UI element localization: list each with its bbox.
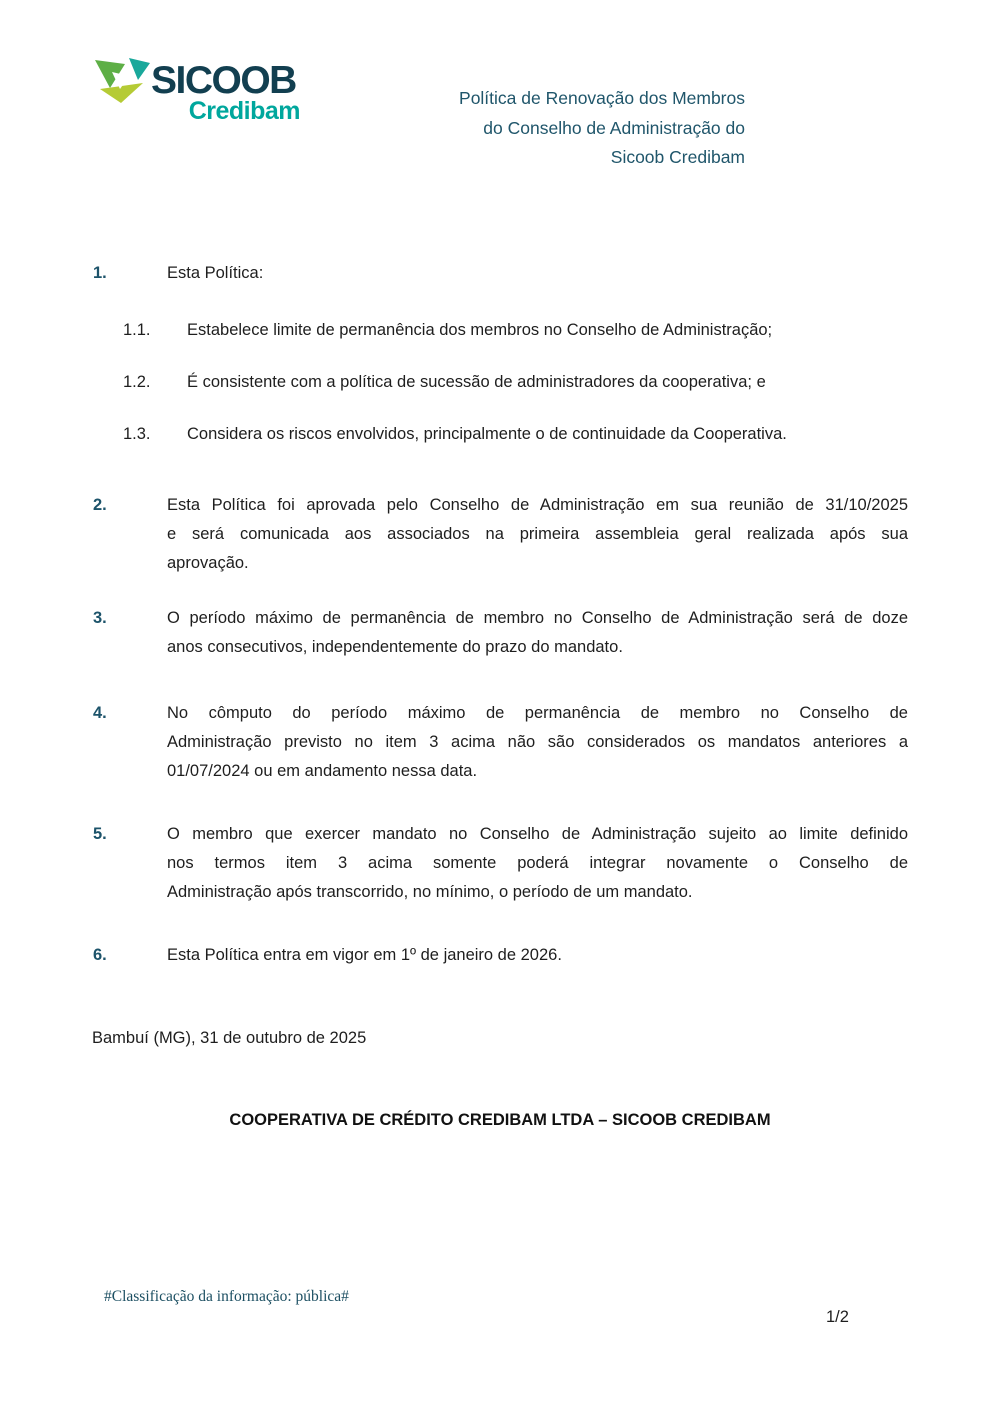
item-number: 6. <box>93 946 107 964</box>
item-text-line: No cômputo do período máximo de permanência de membro no Conselho de <box>167 704 908 722</box>
item-text <box>167 604 908 662</box>
item-text: Considera os riscos envolvidos, principalmente o de continuidade da Cooperativa. <box>187 425 787 443</box>
item-text-line: anos consecutivos, independentemente do prazo do mandato. <box>167 638 623 656</box>
policy-item-2 <box>93 491 908 578</box>
classification-footer: #Classificação da informação: pública# <box>104 1288 349 1305</box>
item-text-line: Administração após transcorrido, no mínimo, o período de um mandato. <box>167 883 693 901</box>
item-number: 1.3. <box>123 425 151 443</box>
policy-item-4 <box>93 699 908 786</box>
page-number: 1/2 <box>826 1308 849 1326</box>
policy-item-3 <box>93 604 908 662</box>
place-date-line: Bambuí (MG), 31 de outubro de 2025 <box>92 1029 367 1047</box>
document-title <box>285 84 745 173</box>
item-number: 4. <box>93 704 107 722</box>
company-name-line: COOPERATIVA DE CRÉDITO CREDIBAM LTDA – SICOOB CREDIBAM <box>229 1111 771 1129</box>
brand-subname: Credibam <box>188 97 300 125</box>
item-number: 1.2. <box>123 373 151 391</box>
item-text: Esta Política entra em vigor em 1º de janeiro de 2026. <box>167 946 562 964</box>
title-line-3: Sicoob Credibam <box>610 147 745 167</box>
item-text <box>167 820 908 907</box>
title-line-2: do Conselho de Administração do <box>483 117 745 138</box>
sicoob-logo-icon <box>95 58 150 103</box>
item-number: 1. <box>93 264 107 282</box>
policy-item-1-1 <box>123 316 905 345</box>
item-text: É consistente com a política de sucessão de administradores da cooperativa; e <box>187 373 766 391</box>
policy-item-1-3 <box>123 420 905 449</box>
policy-item-5 <box>93 820 908 907</box>
item-number: 5. <box>93 825 107 843</box>
brand-wordmark: SICOOB <box>151 59 296 102</box>
policy-item-6 <box>93 941 908 970</box>
item-text <box>167 699 908 786</box>
item-text <box>167 491 908 578</box>
item-text: Estabelece limite de permanência dos membros no Conselho de Administração; <box>187 321 773 339</box>
item-text-line: nos termos item 3 acima somente poderá integrar novamente o Conselho de <box>167 854 908 872</box>
title-line-1: Política de Renovação dos Membros <box>459 88 745 108</box>
item-text-line: O período máximo de permanência de membro no Conselho de Administração será de doze <box>167 609 908 627</box>
item-text-line: Esta Política foi aprovada pelo Conselho de Administração em sua reunião de 31/10/2025 <box>167 496 908 514</box>
item-text-line: aprovação. <box>167 554 249 572</box>
policy-item-1-2 <box>123 368 905 397</box>
item-number: 1.1. <box>123 321 151 339</box>
item-text-line: Administração previsto no item 3 acima não são considerados os mandatos anteriores a <box>167 733 908 751</box>
item-text-line: e será comunicada aos associados na primeira assembleia geral realizada após sua <box>167 525 908 543</box>
policy-item-1 <box>93 259 908 288</box>
item-number: 3. <box>93 609 107 627</box>
item-text: Esta Política: <box>167 264 264 282</box>
item-text-line: O membro que exercer mandato no Conselho de Administração sujeito ao limite definido <box>167 825 908 843</box>
item-number: 2. <box>93 496 107 514</box>
item-text-line: 01/07/2024 ou em andamento nessa data. <box>167 762 478 780</box>
